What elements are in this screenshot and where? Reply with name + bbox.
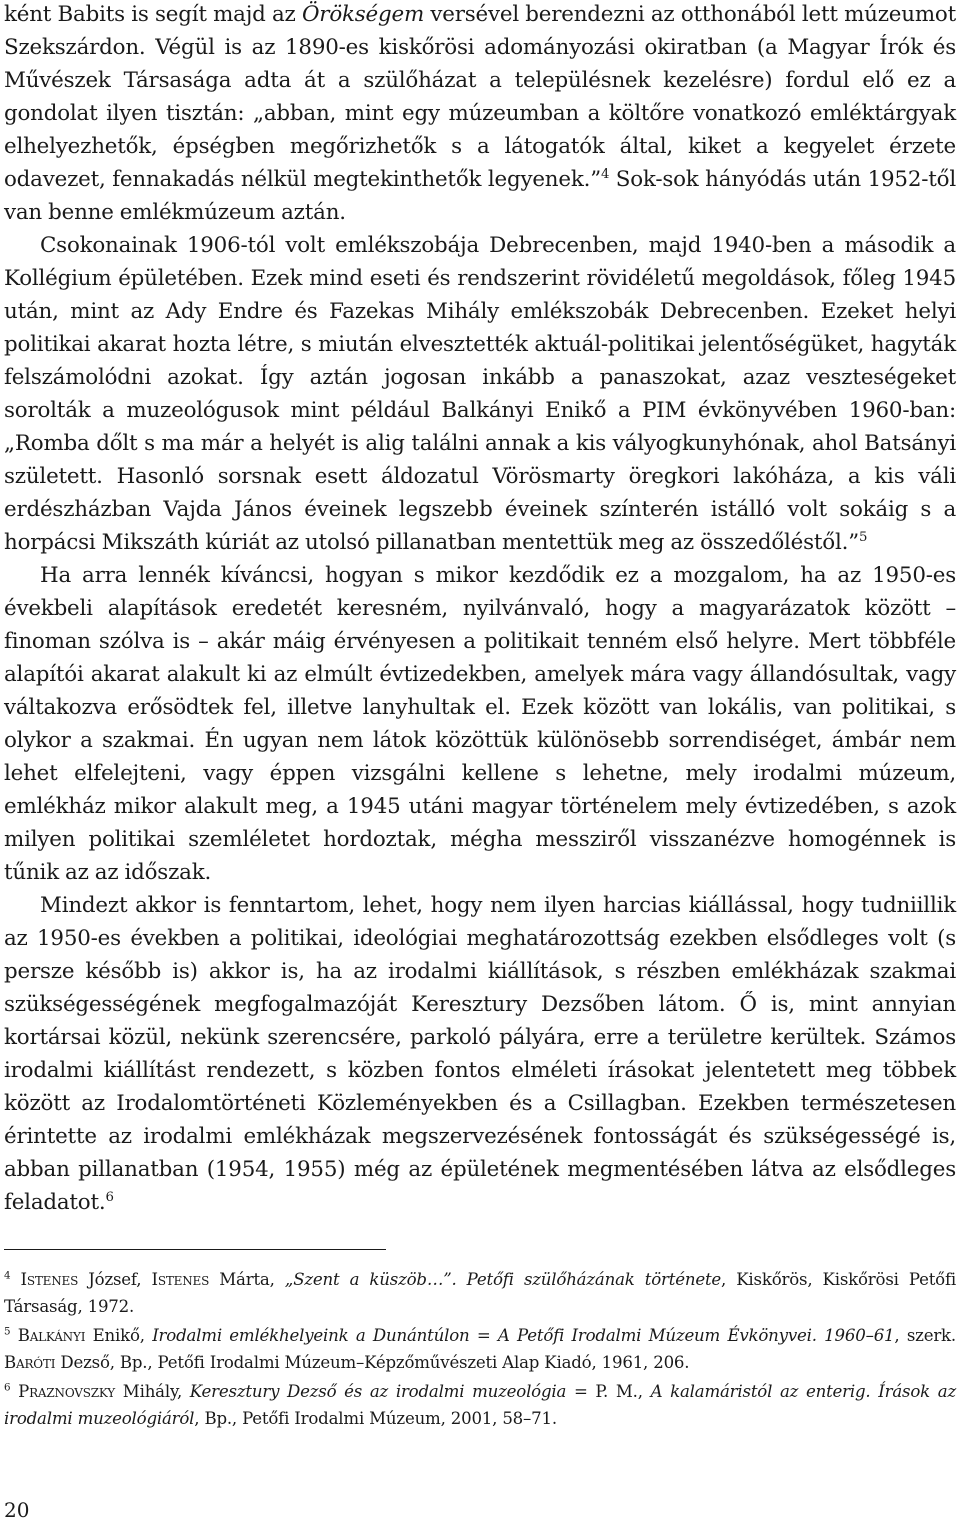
footnote-5 (4, 1322, 956, 1376)
footnote-6 (4, 1378, 956, 1432)
footnote-title: Irodalmi emlékhelyeink a Dunántúlon = A Petőfi Irodalmi Múzeum Évkönyvei. 1960–61 (152, 1326, 895, 1345)
paragraph-1 (4, 0, 956, 229)
footnote-text: Enikő, (85, 1326, 153, 1345)
footnote-text: József, (78, 1270, 152, 1289)
page-number: 20 (4, 1498, 30, 1522)
paragraph-1-text-c: Sok-sok hányódás után 1952-től van benne emlékmúzeum aztán. (4, 167, 956, 225)
footnote-ref-4[interactable]: 4 (600, 166, 610, 182)
paragraph-4 (4, 889, 956, 1219)
footnote-text: Mihály, (115, 1382, 190, 1401)
footnote-divider (4, 1249, 386, 1250)
paragraph-2-text: Csokonainak 1906-tól volt emlékszobája Debrecenben, majd 1940-ben a második a Kollégium épületében. Ezek mind eseti és rendszerint rövidéletű megoldások, főleg 1945 után, mint az Ady Endre és Fazekas Mihály emlékszobák Debrecenben. Ezeket helyi politikai akarat hozta létre, s miután elvesztették aktuál-politikai jelentőségüket, hagyták felszámolódni azokat. Így aztán jogosan inkább a panaszokat, azaz veszteségeket sorolták a muzeológusok mint például Balkányi Enikő a PIM évkönyvében 1960-ban: „Romba dőlt s ma már a helyét is alig találni annak a kis vályogkunyhónak, ahol Batsányi született. Hasonló sorsnak esett áldozatul Vörösmarty öregkori lakóháza, a kis váli erdészházban Vajda János éveinek legszebb éveinek színterén istálló volt sokáig s a horpácsi Mikszáth kúriát az utolsó pillanatban mentettük meg az összedőléstől.” (4, 233, 956, 555)
footnote-title: „Szent a küszöb…”. Petőfi szülőházának története (284, 1270, 722, 1289)
paragraph-3 (4, 559, 956, 889)
footnote-author: Istenes (151, 1270, 210, 1289)
paragraph-1-text-a: ként Babits is segít majd az (4, 2, 302, 27)
paragraph-3-text: Ha arra lennék kíváncsi, hogyan s mikor kezdődik ez a mozgalom, ha az 1950-es évekbeli alapítások eredetét keresném, nyilvánvaló, hogy a magyarázatok között – finoman szólva is – akár máig érvényesen a politikait tenném első helyre. Mert többféle alapítói akarat alakult ki az elmúlt évtizedekben, amelyek mára vagy állandósultak, vagy váltakozva erősödtek fel, illetve lanyhultak el. Ezek között van lokális, van politikai, s olykor a szakmai. Én ugyan nem látok közöttük különösebb sorrendiséget, ámbár nem lehet elfelejteni, vagy éppen vizsgálni kellene s lehetne, mely irodalmi múzeum, emlékház mikor alakult meg, a 1945 utáni magyar történelem mely évtizedében, s azok milyen politikai szemléletet hordoztak, mégha messziről visszanézve homogénnek is tűnik az az időszak. (4, 563, 956, 885)
footnote-ref-6[interactable]: 6 (105, 1189, 114, 1205)
footnote-author: Istenes (20, 1270, 79, 1289)
footnote-text: = P. M., (566, 1382, 651, 1401)
poem-title: Örökségem (301, 2, 425, 27)
footnote-text: , szerk. (894, 1326, 956, 1345)
footnote-editor: Baróti (4, 1353, 56, 1372)
footnote-text: , Kiskőrös, Kiskőrösi Petőfi Társaság, 1972. (4, 1270, 957, 1316)
footnote-title: Keresztury Dezső és az irodalmi muzeológia (189, 1382, 567, 1401)
footnote-4 (4, 1266, 956, 1320)
footnote-number: 5 (4, 1325, 11, 1338)
footnote-text: Márta, (209, 1270, 285, 1289)
footnote-text: , Bp., Petőfi Irodalmi Múzeum, 2001, 58–71. (194, 1409, 557, 1428)
footnote-number: 4 (4, 1269, 11, 1282)
footnote-ref-5[interactable]: 5 (858, 529, 868, 545)
paragraph-4-text: Mindezt akkor is fenntartom, lehet, hogy nem ilyen harcias kiállással, hogy tudniillik az 1950-es években a politikai, ideológiai meghatározottság ezekben elsődleges volt (s persze később is) akkor is, ha az irodalmi kiállítások, s részben emlékházak szakmai szükségességének megfogalmazóját Keresztury Dezsőben látom. Ő is, mint annyian kortársai közül, nekünk szerencsére, parkoló pályára, erre a területre kerültek. Számos irodalmi kiállítást rendezett, s közben fontos elméleti írásokat jelentetett meg többek között az Irodalomtörténeti Közleményekben és a Csillagban. Ezekben természetesen érintette az irodalmi emlékházak megszervezésének fontosságát és szükségességé is, abban pillanatban (1954, 1955) még az épületének megmentésében látva az elsődleges feladatot. (4, 893, 956, 1215)
footnote-author: Praznovszky (18, 1382, 116, 1401)
footnote-text: Dezső, Bp., Petőfi Irodalmi Múzeum–Képzőművészeti Alap Kiadó, 1961, 206. (55, 1353, 690, 1372)
main-text (4, 0, 956, 1219)
footnote-author: Balkányi (17, 1326, 86, 1345)
footnotes (4, 1266, 956, 1434)
paragraph-2 (4, 229, 956, 559)
footnote-title: A kalamáristól az enterig. Írások az irodalmi muzeológiáról (4, 1382, 956, 1428)
paragraph-1-text-b: versével berendezni az otthonából lett múzeumot Szekszárdon. Végül is az 1890-es kiskőrösi adományozási okiratban (a Magyar Írók és Művészek Társasága adta át a szülőházat a településnek kezelésre) fordul elő ez a gondolat ilyen tisztán: „abban, mint egy múzeumban a költőre vonatkozó emléktárgyak elhelyezhetők, épségben megőrizhetők s a látogatók által, kiket a kegyelet érzete odavezet, fennakadás nélkül megtekinthetők legyenek.” (4, 2, 956, 192)
footnote-number: 6 (4, 1381, 11, 1394)
